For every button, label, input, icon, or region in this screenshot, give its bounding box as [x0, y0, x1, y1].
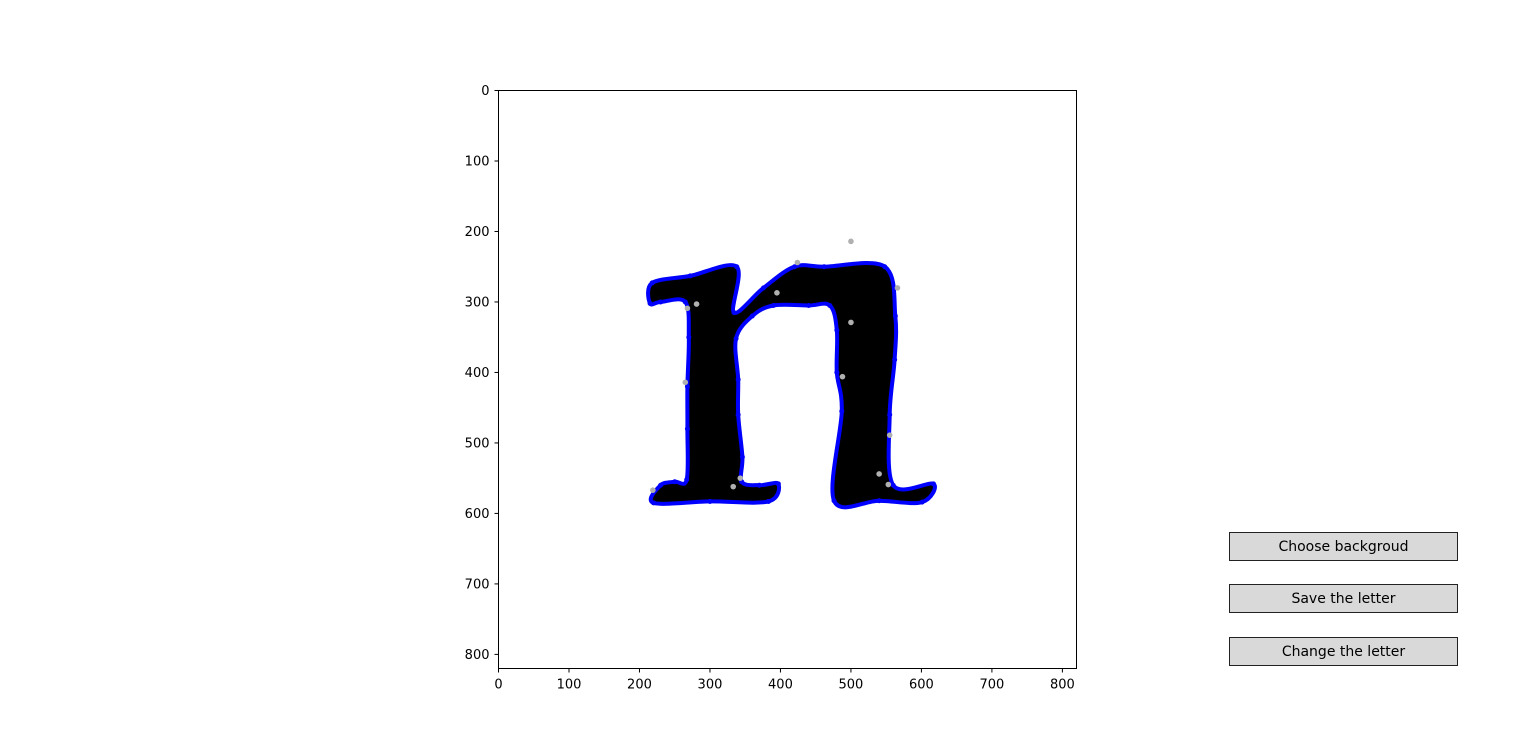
outline-anchor-point[interactable]	[658, 299, 663, 304]
control-point[interactable]	[650, 487, 656, 493]
y-tick-label: 200	[464, 224, 490, 240]
y-tick-label: 800	[464, 647, 490, 663]
control-point[interactable]	[774, 290, 780, 296]
control-point[interactable]	[694, 301, 700, 307]
outline-anchor-point[interactable]	[893, 314, 898, 319]
control-point[interactable]	[848, 239, 854, 245]
outline-anchor-point[interactable]	[658, 483, 663, 488]
outline-anchor-point[interactable]	[776, 481, 781, 486]
x-axis	[494, 669, 1074, 693]
outline-anchor-point[interactable]	[707, 499, 712, 504]
outline-anchor-point[interactable]	[882, 264, 887, 269]
y-tick-label: 700	[464, 577, 490, 593]
control-point[interactable]	[840, 374, 846, 380]
control-point[interactable]	[876, 471, 882, 477]
outline-anchor-point[interactable]	[761, 285, 766, 290]
control-point[interactable]	[885, 482, 891, 488]
outline-anchor-point[interactable]	[832, 498, 837, 503]
outline-anchor-point[interactable]	[757, 483, 762, 488]
outline-anchor-point[interactable]	[877, 498, 882, 503]
outline-anchor-point[interactable]	[740, 455, 745, 460]
outline-anchor-point[interactable]	[750, 314, 755, 319]
outline-anchor-point[interactable]	[766, 499, 771, 504]
outline-anchor-point[interactable]	[684, 477, 689, 482]
outline-anchor-point[interactable]	[827, 303, 832, 308]
x-tick-label: 300	[697, 677, 723, 693]
outline-anchor-point[interactable]	[734, 264, 739, 269]
y-tick-label: 0	[481, 84, 490, 99]
x-tick-label: 600	[909, 677, 934, 693]
y-tick-label: 600	[464, 506, 490, 522]
save-letter-button[interactable]: Save the letter	[1229, 584, 1458, 613]
outline-anchor-point[interactable]	[931, 481, 936, 486]
outline-anchor-point[interactable]	[736, 377, 741, 382]
outline-anchor-point[interactable]	[688, 273, 693, 278]
y-axis	[465, 84, 499, 663]
outline-anchor-point[interactable]	[834, 328, 839, 333]
change-letter-button[interactable]: Change the letter	[1229, 637, 1458, 666]
choose-background-button[interactable]: Choose backgroud	[1229, 532, 1458, 561]
outline-anchor-point[interactable]	[731, 310, 736, 315]
outline-anchor-point[interactable]	[891, 483, 896, 488]
plot-area	[499, 91, 1077, 669]
outline-anchor-point[interactable]	[920, 500, 925, 505]
x-tick-label: 500	[838, 677, 864, 693]
outline-anchor-point[interactable]	[672, 479, 677, 484]
control-point[interactable]	[887, 432, 893, 438]
control-point[interactable]	[848, 320, 854, 326]
control-point[interactable]	[730, 484, 736, 490]
outline-anchor-point[interactable]	[839, 409, 844, 414]
control-point[interactable]	[795, 260, 801, 266]
control-point[interactable]	[685, 306, 691, 312]
outline-anchor-point[interactable]	[834, 370, 839, 375]
y-tick-label: 400	[464, 365, 490, 381]
y-tick-label: 300	[464, 295, 490, 311]
x-tick-label: 400	[768, 677, 793, 693]
outline-anchor-point[interactable]	[651, 500, 656, 505]
outline-anchor-point[interactable]	[887, 412, 892, 417]
outline-anchor-point[interactable]	[822, 264, 827, 269]
x-tick-label: 0	[494, 677, 503, 693]
x-tick-label: 800	[1049, 677, 1075, 693]
x-tick-label: 100	[556, 677, 582, 693]
outline-anchor-point[interactable]	[734, 336, 739, 341]
outline-anchor-point[interactable]	[771, 303, 776, 308]
y-tick-label: 500	[464, 436, 490, 452]
outline-anchor-point[interactable]	[685, 426, 690, 431]
control-point[interactable]	[895, 285, 901, 291]
outline-anchor-point[interactable]	[736, 412, 741, 417]
outline-anchor-point[interactable]	[648, 301, 653, 306]
outline-anchor-point[interactable]	[892, 357, 897, 362]
control-point[interactable]	[682, 380, 688, 386]
x-tick-label: 700	[979, 677, 1005, 693]
outline-anchor-point[interactable]	[806, 303, 811, 308]
x-tick-label: 200	[627, 677, 652, 693]
outline-anchor-point[interactable]	[686, 335, 691, 340]
outline-anchor-point[interactable]	[683, 299, 688, 304]
outline-anchor-point[interactable]	[650, 280, 655, 285]
control-point[interactable]	[737, 475, 743, 481]
y-tick-label: 100	[464, 154, 490, 170]
